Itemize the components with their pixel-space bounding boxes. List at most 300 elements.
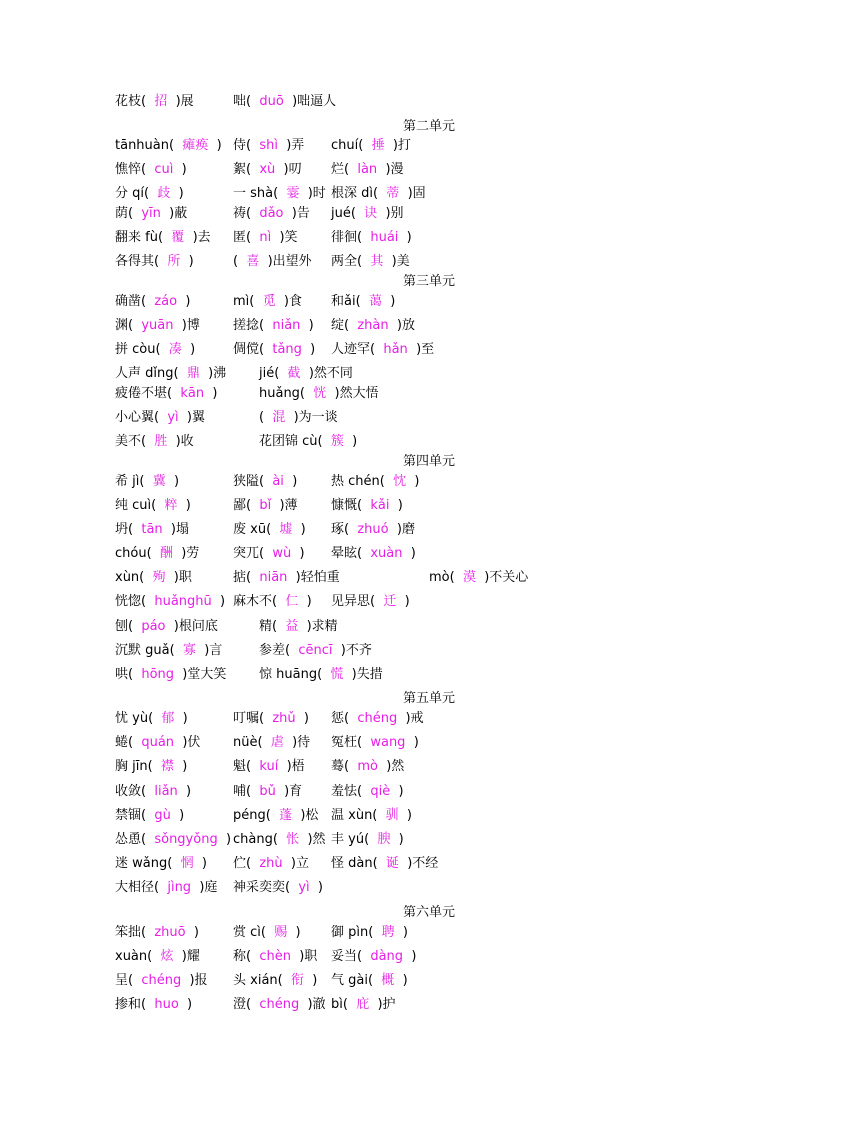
- vocab-prefix: 恍惚(: [115, 594, 147, 609]
- vocab-item: [233, 92, 336, 112]
- vocab-answer: 仁: [277, 594, 307, 609]
- vocab-prefix: 蜷(: [115, 735, 134, 750]
- vocab-item: [331, 995, 396, 1015]
- vocab-item: [115, 878, 217, 898]
- vocab-answer: chéng: [251, 997, 308, 1012]
- vocab-answer: dǎo: [251, 206, 292, 221]
- vocab-item: [233, 544, 305, 564]
- vocab-prefix: 赏 cì(: [233, 925, 266, 940]
- vocab-suffix: ): [225, 832, 232, 847]
- vocab-answer: 冀: [144, 474, 174, 489]
- vocab-row: [115, 204, 535, 224]
- vocab-prefix: 澄(: [233, 997, 252, 1012]
- vocab-prefix: xuàn(: [115, 949, 153, 964]
- vocab-prefix: 收敛(: [115, 784, 147, 799]
- vocab-prefix: 一 shà(: [233, 186, 279, 201]
- vocab-prefix: 疲倦不堪(: [115, 386, 173, 401]
- vocab-prefix: 麻木不(: [233, 594, 278, 609]
- vocab-prefix: chuí(: [331, 138, 364, 153]
- vocab-answer: huo: [146, 997, 188, 1012]
- vocab-suffix: )不关心: [484, 570, 529, 585]
- vocab-prefix: 惊 huāng(: [259, 667, 323, 682]
- vocab-answer: 赐: [265, 925, 296, 940]
- vocab-prefix: 人迹罕(: [331, 342, 376, 357]
- vocab-answer: quán: [133, 735, 183, 750]
- vocab-suffix: )劳: [181, 546, 200, 561]
- vocab-answer: chéng: [133, 973, 190, 988]
- vocab-suffix: )不齐: [340, 643, 372, 658]
- vocab-item: [233, 709, 309, 729]
- vocab-suffix: )耀: [181, 949, 200, 964]
- vocab-item: [259, 665, 383, 685]
- vocab-suffix: ): [187, 997, 193, 1012]
- vocab-suffix: ): [317, 880, 323, 895]
- vocab-suffix: )沸: [208, 366, 227, 381]
- vocab-prefix: 搓捻(: [233, 318, 265, 333]
- vocab-suffix: ): [406, 230, 412, 245]
- vocab-answer: duō: [251, 94, 293, 109]
- vocab-suffix: )职: [173, 570, 192, 585]
- vocab-item: [331, 923, 408, 943]
- vocab-prefix: 各得其(: [115, 254, 160, 269]
- vocab-suffix: )护: [377, 997, 396, 1012]
- vocab-item: [115, 252, 194, 272]
- vocab-suffix: )求精: [306, 619, 338, 634]
- vocab-item: [331, 228, 412, 248]
- vocab-suffix: ): [182, 711, 188, 726]
- vocab-row: [115, 136, 535, 156]
- vocab-answer: dàng: [362, 949, 412, 964]
- vocab-prefix: 花枝(: [115, 94, 147, 109]
- vocab-item: [233, 806, 318, 826]
- vocab-item: [233, 472, 297, 492]
- vocab-prefix: 惩(: [331, 711, 350, 726]
- vocab-suffix: ): [402, 925, 408, 940]
- vocab-item: [115, 184, 184, 204]
- vocab-answer: jìng: [159, 880, 200, 895]
- vocab-item: [233, 854, 309, 874]
- vocab-prefix: 哄(: [115, 667, 134, 682]
- vocab-answer: ài: [264, 474, 293, 489]
- vocab-suffix: )打: [392, 138, 411, 153]
- vocab-suffix: ): [398, 784, 404, 799]
- vocab-item: [233, 568, 340, 588]
- vocab-suffix: ): [303, 711, 309, 726]
- vocab-item: [233, 592, 312, 612]
- vocab-suffix: )翼: [186, 410, 205, 425]
- vocab-item: [331, 472, 419, 492]
- vocab-prefix: 翻来 fù(: [115, 230, 164, 245]
- vocab-answer: 概: [373, 973, 403, 988]
- vocab-row: [115, 830, 535, 850]
- vocab-item: [115, 782, 191, 802]
- vocab-answer: shì: [251, 138, 287, 153]
- vocab-answer: 捶: [363, 138, 393, 153]
- vocab-suffix: )至: [416, 342, 435, 357]
- vocab-answer: xuàn: [362, 546, 411, 561]
- vocab-prefix: nüè(: [233, 735, 263, 750]
- vocab-answer: 蔼: [360, 294, 391, 309]
- vocab-suffix: )食: [283, 294, 302, 309]
- vocab-answer: 覆: [163, 230, 193, 245]
- vocab-suffix: )告: [291, 206, 310, 221]
- vocab-answer: 诀: [355, 206, 386, 221]
- vocab-prefix: 笨拙(: [115, 925, 147, 940]
- vocab-prefix: 咄(: [233, 94, 252, 109]
- vocab-item: [233, 733, 310, 753]
- vocab-answer: 寡: [174, 643, 205, 658]
- vocab-answer: cuì: [146, 162, 182, 177]
- unit-heading: 第三单元: [402, 274, 455, 289]
- vocab-item: [331, 782, 404, 802]
- vocab-suffix: )展: [175, 94, 194, 109]
- vocab-prefix: 分 qí(: [115, 186, 150, 201]
- vocab-row: [115, 665, 535, 685]
- vocab-row: [115, 806, 535, 826]
- vocab-suffix: )弄: [286, 138, 305, 153]
- vocab-suffix: ): [178, 186, 184, 201]
- vocab-answer: kān: [172, 386, 213, 401]
- vocab-answer: 怅: [277, 832, 308, 847]
- vocab-item: [331, 947, 416, 967]
- vocab-row: [115, 408, 535, 428]
- vocab-prefix: 荫(: [115, 206, 134, 221]
- vocab-row: [115, 92, 535, 112]
- vocab-suffix: )梧: [286, 759, 305, 774]
- vocab-prefix: 徘徊(: [331, 230, 363, 245]
- vocab-prefix: huǎng(: [259, 386, 306, 401]
- vocab-prefix: 禁锢(: [115, 808, 147, 823]
- vocab-item: [115, 472, 179, 492]
- vocab-suffix: )戒: [405, 711, 424, 726]
- vocab-item: [331, 520, 415, 540]
- vocab-item: [331, 971, 408, 991]
- vocab-answer: 鼎: [178, 366, 209, 381]
- vocab-item: [115, 757, 187, 777]
- vocab-answer: 漠: [454, 570, 485, 585]
- vocab-answer: wang: [362, 735, 414, 750]
- vocab-row: [115, 316, 535, 336]
- vocab-prefix: 匿(: [233, 230, 252, 245]
- vocab-answer: 益: [277, 619, 307, 634]
- vocab-item: [331, 496, 403, 516]
- vocab-prefix: 哺(: [233, 784, 252, 799]
- vocab-answer: qiè: [362, 784, 399, 799]
- vocab-suffix: ): [312, 973, 318, 988]
- vocab-answer: 腴: [369, 832, 399, 847]
- vocab-prefix: 神采奕奕(: [233, 880, 291, 895]
- vocab-row: [115, 617, 535, 637]
- vocab-prefix: 确凿(: [115, 294, 147, 309]
- vocab-suffix: )收: [175, 434, 194, 449]
- vocab-suffix: ): [299, 546, 305, 561]
- vocab-prefix: 气 gài(: [331, 973, 374, 988]
- vocab-suffix: )时: [307, 186, 326, 201]
- vocab-prefix: 纯 cuì(: [115, 498, 157, 513]
- vocab-prefix: 见异思(: [331, 594, 376, 609]
- vocab-prefix: 迷 wǎng(: [115, 856, 173, 871]
- vocab-suffix: )职: [299, 949, 318, 964]
- vocab-prefix: 忧 yù(: [115, 711, 154, 726]
- vocab-prefix: 参差(: [259, 643, 291, 658]
- vocab-item: [331, 592, 410, 612]
- vocab-row: [115, 568, 535, 588]
- vocab-suffix: )塌: [170, 522, 189, 537]
- vocab-item: [115, 665, 226, 685]
- vocab-row: [115, 782, 535, 802]
- vocab-prefix: 拼 còu(: [115, 342, 161, 357]
- vocab-answer: 忱: [384, 474, 415, 489]
- vocab-prefix: 美不(: [115, 434, 147, 449]
- vocab-row: [115, 733, 535, 753]
- vocab-answer: bǐ: [251, 498, 280, 513]
- vocab-item: [233, 995, 326, 1015]
- vocab-answer: 瘫痪: [174, 138, 217, 153]
- vocab-suffix: )为一谈: [293, 410, 338, 425]
- vocab-prefix: jué(: [331, 206, 356, 221]
- vocab-row: [115, 641, 535, 661]
- vocab-suffix: )博: [181, 318, 200, 333]
- vocab-answer: 混: [264, 410, 294, 425]
- vocab-suffix: )去: [192, 230, 211, 245]
- vocab-answer: 所: [159, 254, 189, 269]
- vocab-prefix: 掂(: [233, 570, 252, 585]
- vocab-suffix: ): [212, 386, 218, 401]
- vocab-prefix: 刨(: [115, 619, 134, 634]
- vocab-suffix: ): [398, 832, 404, 847]
- vocab-answer: kǎi: [362, 498, 398, 513]
- vocab-suffix: )咄逼人: [292, 94, 337, 109]
- vocab-suffix: ): [295, 925, 301, 940]
- vocab-answer: 迁: [375, 594, 405, 609]
- unit-heading: 第六单元: [402, 905, 455, 920]
- vocab-item: [331, 184, 426, 204]
- vocab-item: [115, 971, 208, 991]
- vocab-suffix: ): [397, 498, 403, 513]
- vocab-item: [331, 806, 412, 826]
- vocab-prefix: (: [259, 410, 265, 425]
- vocab-answer: hǎn: [375, 342, 417, 357]
- vocab-item: [233, 340, 315, 360]
- vocab-suffix: ): [300, 522, 306, 537]
- vocab-item: [429, 568, 528, 588]
- vocab-prefix: 祷(: [233, 206, 252, 221]
- vocab-item: [331, 292, 395, 312]
- vocab-answer: yīn: [133, 206, 170, 221]
- vocab-item: [233, 947, 317, 967]
- vocab-prefix: 丰 yú(: [331, 832, 370, 847]
- vocab-item: [115, 160, 187, 180]
- vocab-answer: zhǔ: [264, 711, 304, 726]
- vocab-prefix: 憔悴(: [115, 162, 147, 177]
- vocab-suffix: ): [193, 925, 199, 940]
- vocab-suffix: ): [352, 434, 358, 449]
- vocab-prefix: 魁(: [233, 759, 252, 774]
- vocab-item: [115, 923, 199, 943]
- vocab-prefix: xùn(: [115, 570, 145, 585]
- vocab-suffix: )伏: [182, 735, 201, 750]
- vocab-item: [331, 733, 419, 753]
- vocab-item: [259, 364, 353, 384]
- vocab-row: [115, 757, 535, 777]
- vocab-answer: niǎn: [264, 318, 309, 333]
- vocab-answer: tān: [133, 522, 171, 537]
- vocab-suffix: )育: [284, 784, 303, 799]
- vocab-answer: yì: [290, 880, 318, 895]
- vocab-prefix: 两全(: [331, 254, 363, 269]
- vocab-answer: gù: [146, 808, 180, 823]
- vocab-row: [115, 292, 535, 312]
- vocab-row: [115, 364, 535, 384]
- unit-heading: 第二单元: [402, 119, 455, 134]
- vocab-item: [233, 971, 317, 991]
- vocab-item: [115, 316, 200, 336]
- vocab-row: [115, 252, 535, 272]
- vocab-suffix: ): [220, 594, 226, 609]
- unit-heading: 第四单元: [402, 454, 455, 469]
- vocab-answer: kuí: [251, 759, 287, 774]
- vocab-answer: 截: [279, 366, 309, 381]
- vocab-item: [259, 384, 379, 404]
- vocab-suffix: ): [179, 808, 185, 823]
- vocab-answer: páo: [133, 619, 174, 634]
- vocab-answer: làn: [349, 162, 386, 177]
- vocab-answer: 郁: [153, 711, 183, 726]
- vocab-answer: 酬: [151, 546, 182, 561]
- vocab-suffix: ): [306, 594, 312, 609]
- vocab-answer: cēncī: [290, 643, 341, 658]
- vocab-row: [115, 496, 535, 516]
- vocab-suffix: ): [185, 498, 191, 513]
- vocab-item: [115, 617, 218, 637]
- vocab-answer: 蒂: [378, 186, 408, 201]
- vocab-suffix: )澈: [307, 997, 326, 1012]
- vocab-answer: 凑: [160, 342, 191, 357]
- vocab-answer: 蓬: [270, 808, 301, 823]
- vocab-prefix: 琢(: [331, 522, 350, 537]
- vocab-prefix: 大相径(: [115, 880, 160, 895]
- vocab-suffix: ): [404, 594, 410, 609]
- vocab-item: [115, 830, 231, 850]
- vocab-item: [233, 160, 302, 180]
- vocab-suffix: )然大悟: [334, 386, 379, 401]
- vocab-suffix: ): [190, 342, 196, 357]
- vocab-item: [331, 340, 434, 360]
- vocab-answer: zhàn: [349, 318, 397, 333]
- vocab-suffix: )立: [290, 856, 309, 871]
- vocab-prefix: 鄙(: [233, 498, 252, 513]
- vocab-answer: 襟: [152, 759, 183, 774]
- vocab-prefix: bì(: [331, 997, 348, 1012]
- vocab-suffix: )根问底: [173, 619, 218, 634]
- vocab-suffix: )放: [396, 318, 415, 333]
- vocab-answer: bǔ: [251, 784, 285, 799]
- vocab-item: [115, 568, 192, 588]
- vocab-row: [115, 971, 535, 991]
- vocab-item: [115, 432, 194, 452]
- vocab-suffix: )磨: [396, 522, 415, 537]
- vocab-prefix: 慷慨(: [331, 498, 363, 513]
- vocab-suffix: ): [413, 735, 419, 750]
- vocab-answer: 霎: [278, 186, 308, 201]
- vocab-suffix: ): [406, 808, 412, 823]
- vocab-suffix: )蔽: [169, 206, 188, 221]
- vocab-item: [233, 923, 301, 943]
- vocab-prefix: 精(: [259, 619, 278, 634]
- vocab-item: [233, 204, 310, 224]
- vocab-answer: 觅: [254, 294, 284, 309]
- vocab-answer: záo: [146, 294, 186, 309]
- vocab-suffix: )然: [386, 759, 405, 774]
- vocab-item: [331, 136, 411, 156]
- vocab-suffix: ): [414, 474, 420, 489]
- vocab-suffix: )然: [307, 832, 326, 847]
- vocab-prefix: 头 xián(: [233, 973, 283, 988]
- vocab-answer: 胜: [146, 434, 176, 449]
- vocab-answer: zhuō: [146, 925, 194, 940]
- vocab-row: [115, 995, 535, 1015]
- vocab-item: [259, 432, 357, 452]
- vocab-row: [115, 923, 535, 943]
- vocab-suffix: ): [201, 856, 207, 871]
- vocab-item: [115, 709, 188, 729]
- vocab-suffix: )庭: [199, 880, 218, 895]
- vocab-prefix: 叮嘱(: [233, 711, 265, 726]
- vocab-row: [115, 160, 535, 180]
- vocab-answer: 驯: [377, 808, 407, 823]
- vocab-prefix: 烂(: [331, 162, 350, 177]
- vocab-prefix: 狭隘(: [233, 474, 265, 489]
- vocab-answer: 虐: [262, 735, 293, 750]
- vocab-prefix: péng(: [233, 808, 271, 823]
- vocab-item: [115, 592, 225, 612]
- vocab-row: [115, 384, 535, 404]
- vocab-item: [115, 204, 187, 224]
- vocab-prefix: 倜傥(: [233, 342, 265, 357]
- vocab-prefix: 呈(: [115, 973, 134, 988]
- vocab-row: [115, 520, 535, 540]
- vocab-prefix: 希 jì(: [115, 474, 145, 489]
- vocab-prefix: 坍(: [115, 522, 134, 537]
- vocab-row: [115, 878, 535, 898]
- vocab-prefix: mì(: [233, 294, 255, 309]
- vocab-answer: 聘: [373, 925, 403, 940]
- vocab-item: [115, 733, 200, 753]
- vocab-prefix: 根深 dì(: [331, 186, 379, 201]
- vocab-item: [259, 617, 338, 637]
- vocab-answer: niān: [251, 570, 296, 585]
- vocab-prefix: 突兀(: [233, 546, 265, 561]
- vocab-item: [233, 184, 326, 204]
- vocab-answer: chèn: [251, 949, 300, 964]
- vocab-item: [115, 408, 205, 428]
- vocab-suffix: )言: [204, 643, 223, 658]
- vocab-item: [115, 364, 226, 384]
- vocab-answer: liǎn: [146, 784, 187, 799]
- vocab-item: [259, 641, 372, 661]
- vocab-prefix: 掺和(: [115, 997, 147, 1012]
- vocab-answer: 簇: [322, 434, 353, 449]
- vocab-prefix: 侍(: [233, 138, 252, 153]
- vocab-prefix: jié(: [259, 366, 280, 381]
- vocab-prefix: (: [233, 254, 239, 269]
- vocab-prefix: 絮(: [233, 162, 252, 177]
- vocab-row: [115, 592, 535, 612]
- vocab-row: [115, 544, 535, 564]
- vocab-suffix: ): [308, 318, 314, 333]
- vocab-answer: 其: [362, 254, 392, 269]
- vocab-suffix: ): [186, 784, 192, 799]
